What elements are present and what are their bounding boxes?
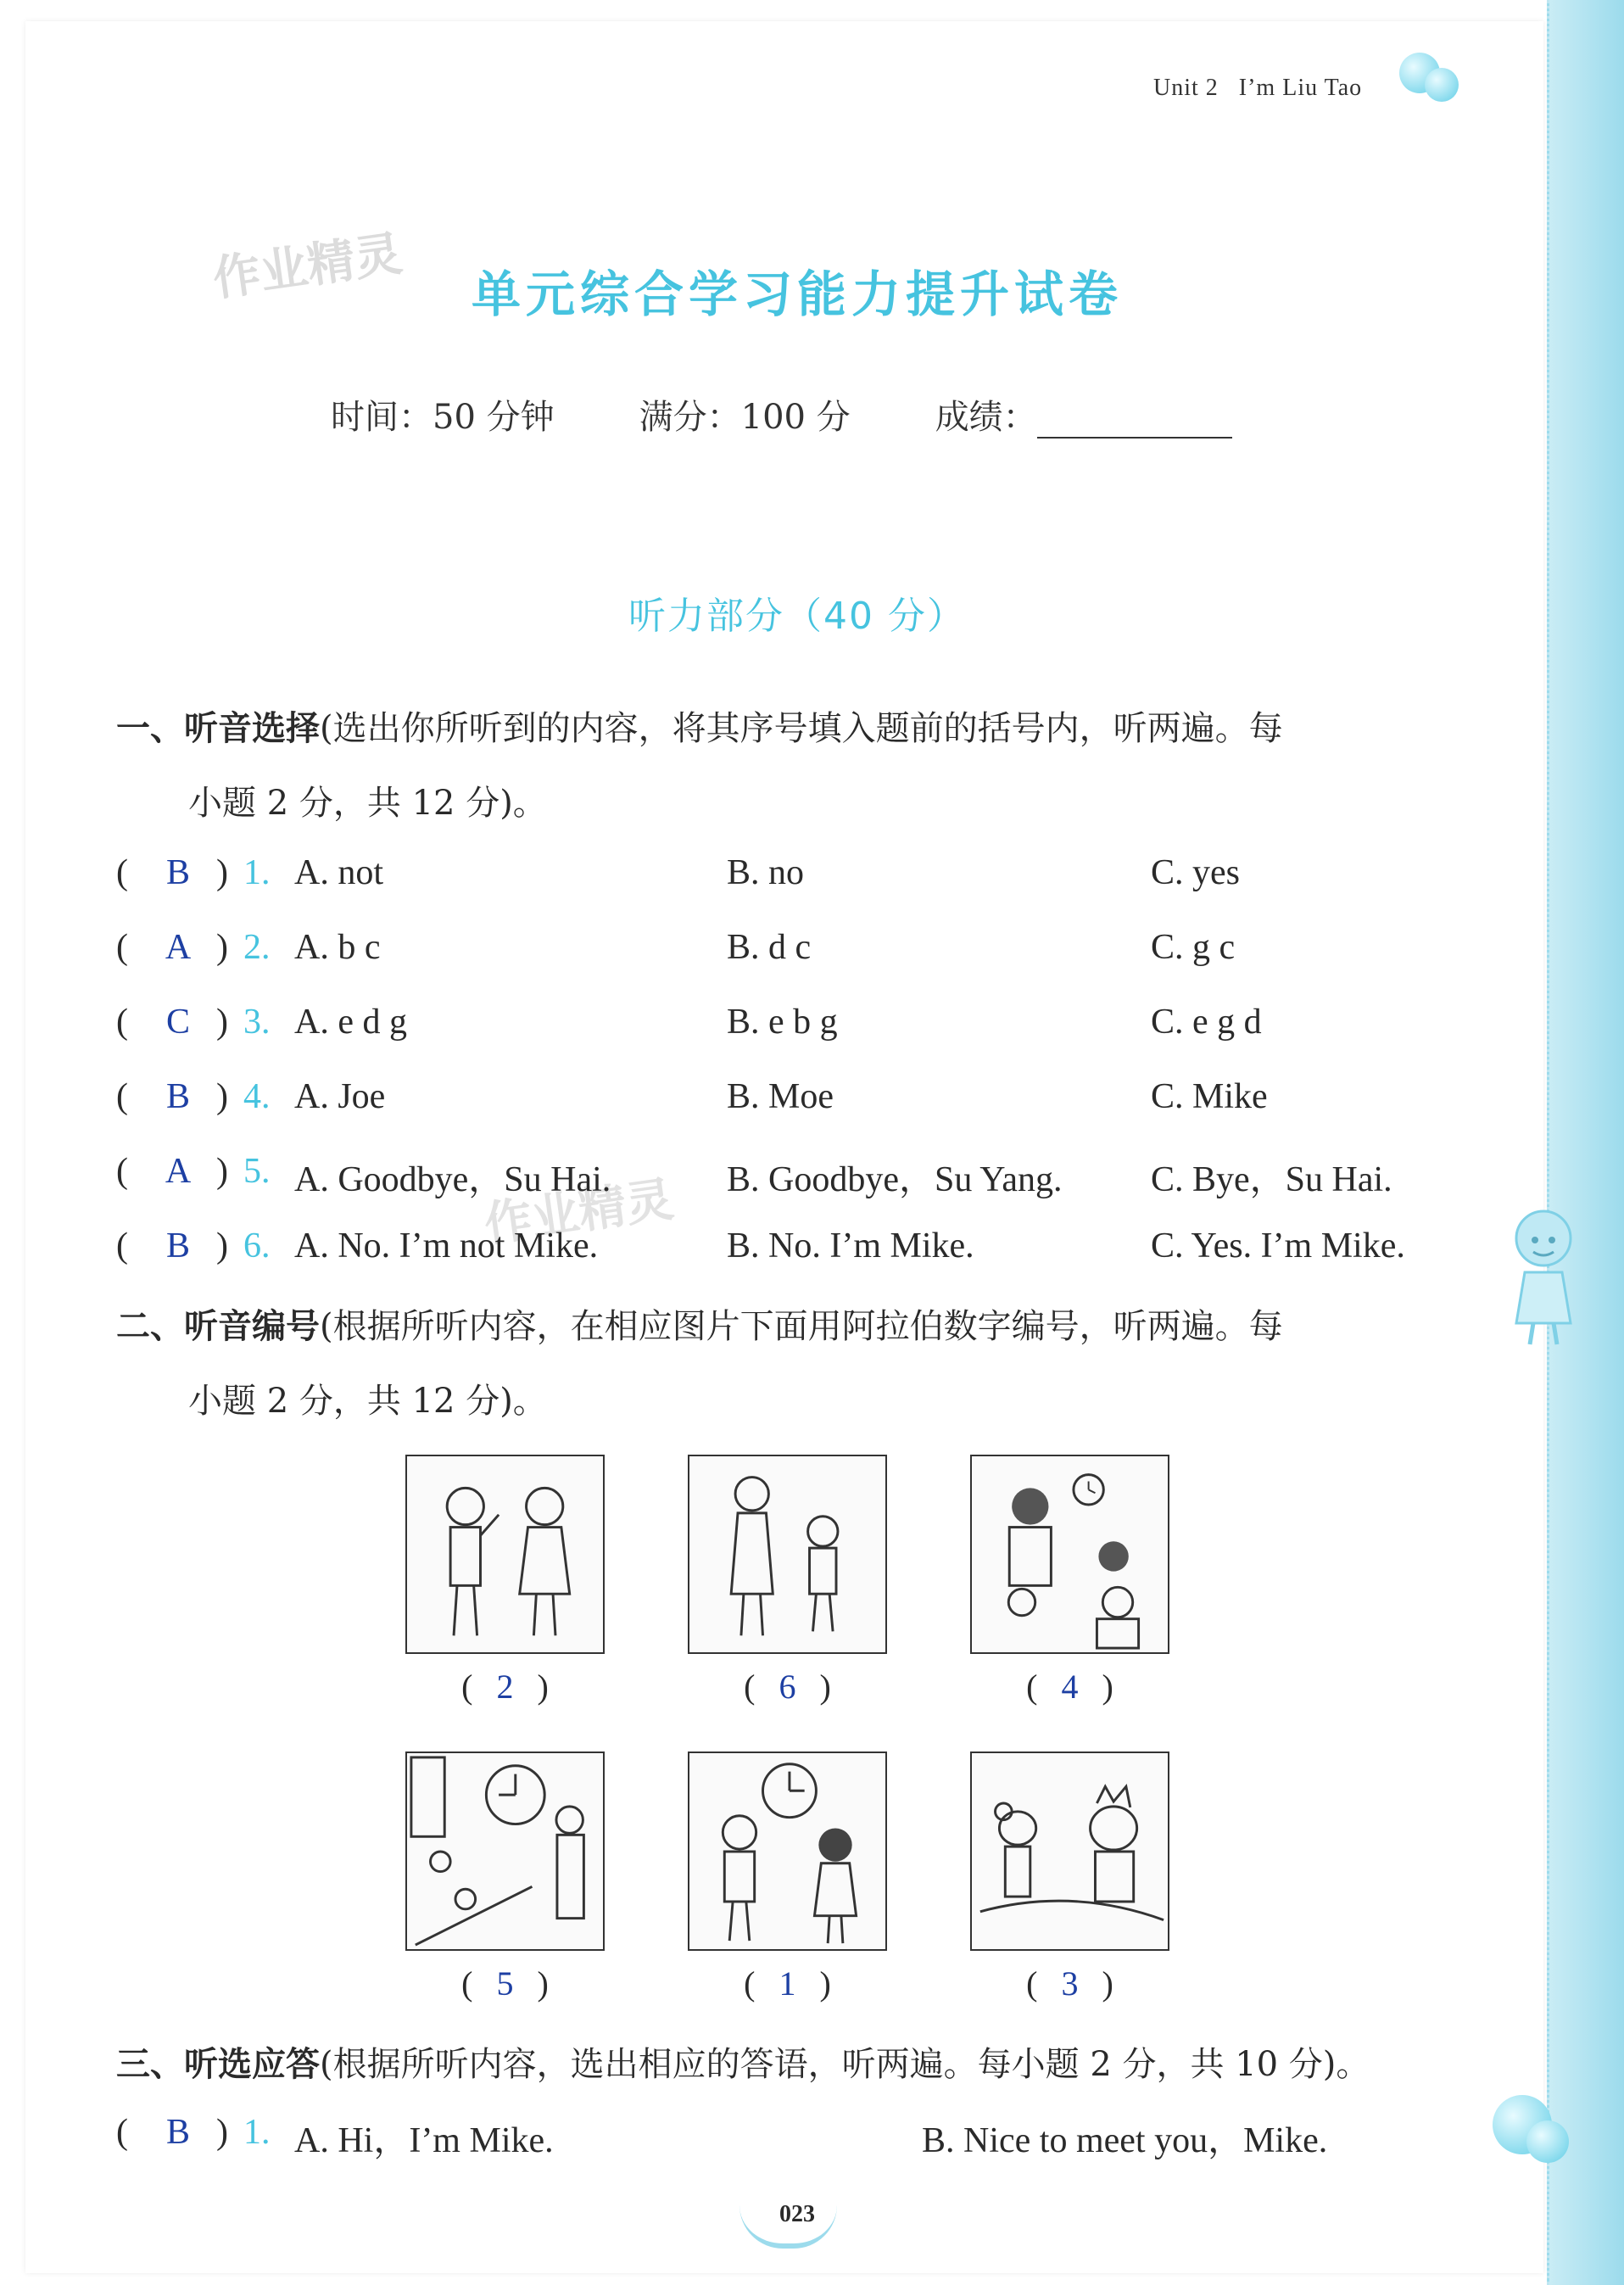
question-number: 3.: [243, 1003, 271, 1042]
picture-answer: ( 3 ): [1026, 1964, 1113, 2003]
option-b: B. e b g: [727, 1003, 838, 1042]
option-b: B. Goodbye，Su Yang.: [727, 1160, 1063, 1199]
option-a: A. not: [294, 853, 383, 892]
option-a: A. No. I’m not Mike.: [294, 1226, 599, 1265]
part2-instruction: (根据所听内容，在相应图片下面用阿拉伯数字编号，听两遍。每: [320, 1307, 1283, 1346]
part1-title: 一、听音选择: [116, 709, 320, 748]
list-item: [116, 1226, 1515, 1277]
picture-answer: ( 2 ): [461, 1668, 549, 1706]
answer-bracket: ): [216, 928, 228, 967]
answer-value[interactable]: B: [165, 853, 190, 892]
mouse-and-cat-picture: [970, 1751, 1169, 1951]
picture-answer: ( 6 ): [744, 1668, 831, 1706]
part1-instruction-cont: 小题 2 分，共 12 分)。: [188, 784, 547, 823]
part3-instruction: (根据所听内容，选出相应的答语，听两遍。每小题 2 分，共 10 分)。: [320, 2045, 1370, 2084]
part3-heading: [116, 2027, 1370, 2102]
answer-bracket: ): [216, 1152, 228, 1191]
part2-heading: [116, 1289, 1283, 1439]
exam-meta: [331, 390, 1232, 439]
option-c: C. yes: [1151, 853, 1240, 892]
answer-value[interactable]: A: [165, 928, 192, 967]
option-c: C. Bye，Su Hai.: [1151, 1160, 1392, 1199]
option-a: A. Joe: [294, 1077, 386, 1116]
watermark: 作业精灵: [209, 226, 406, 308]
answer-bracket: ): [216, 1003, 228, 1042]
list-item: [116, 2112, 1515, 2163]
question-number: 5.: [243, 1152, 271, 1191]
option-c: C. Yes. I’m Mike.: [1151, 1226, 1405, 1265]
boy-and-girl-clock-picture: [688, 1751, 887, 1951]
answer-value[interactable]: B: [165, 1077, 190, 1116]
option-a: A. e d g: [294, 1003, 407, 1042]
picture-answer: ( 4 ): [1026, 1668, 1113, 1706]
watermark: 作业精灵: [481, 1171, 678, 1254]
list-item: [116, 852, 1515, 903]
option-a: A. b c: [294, 928, 381, 967]
option-c: C. Mike: [1151, 1077, 1268, 1116]
page-title: 单元综合学习能力提升试卷: [471, 265, 1123, 323]
question-number: 4.: [243, 1077, 271, 1116]
option-c: C. e g d: [1151, 1003, 1262, 1042]
balloon-icon: [1425, 68, 1459, 102]
grade-label: 成绩：: [935, 398, 1037, 437]
grade-field: [935, 390, 1232, 439]
option-b: B. no: [727, 853, 805, 892]
classroom-clock-picture: [405, 1751, 605, 1951]
answer-bracket: (: [116, 2113, 128, 2152]
question-number: 2.: [243, 928, 271, 967]
picture-answer: ( 5 ): [461, 1964, 549, 2003]
answer-bracket: ): [216, 853, 228, 892]
decorative-side-strip: [1547, 0, 1624, 2285]
balloon-icon: [1526, 2120, 1569, 2163]
option-b: B. No. I’m Mike.: [727, 1226, 974, 1265]
answer-bracket: ): [216, 1226, 228, 1265]
part3-title: 三、听选应答: [116, 2045, 320, 2084]
question-number: 6.: [243, 1226, 271, 1265]
section-title: 听力部分（40 分）: [628, 595, 966, 638]
option-b: B. Moe: [727, 1077, 834, 1116]
list-item: [116, 927, 1515, 978]
answer-value[interactable]: C: [165, 1003, 190, 1042]
part2-instruction-cont: 小题 2 分，共 12 分)。: [188, 1382, 547, 1421]
question-number: 1.: [243, 2113, 271, 2152]
list-item: [116, 1002, 1515, 1053]
picture-answer-value[interactable]: 6: [779, 1668, 796, 1706]
question-number: 1.: [243, 853, 271, 892]
time-limit: 时间：50 分钟: [331, 398, 555, 437]
part2-title: 二、听音编号: [116, 1307, 320, 1346]
answer-bracket: (: [116, 928, 128, 967]
picture-answer-value[interactable]: 1: [779, 1964, 796, 2003]
unit-label: Unit 2: [1153, 75, 1219, 101]
answer-bracket: ): [216, 1077, 228, 1116]
teacher-and-children-picture: [970, 1455, 1169, 1654]
picture-answer: ( 1 ): [744, 1964, 831, 2003]
option-b: B. Nice to meet you，Mike.: [922, 2121, 1328, 2160]
answer-bracket: (: [116, 1226, 128, 1265]
option-c: C. g c: [1151, 928, 1236, 967]
answer-value[interactable]: B: [165, 1226, 190, 1265]
answer-bracket: (: [116, 1077, 128, 1116]
part1-heading: [116, 691, 1283, 841]
woman-and-boy-picture: [688, 1455, 887, 1654]
answer-value[interactable]: B: [165, 2113, 190, 2152]
page-number: 023: [779, 2201, 815, 2227]
option-a: A. Hi，I’m Mike.: [294, 2121, 554, 2160]
two-girls-greeting-picture: [405, 1455, 605, 1654]
answer-value[interactable]: A: [165, 1152, 192, 1191]
grade-blank[interactable]: [1037, 405, 1232, 439]
page-header: [1153, 75, 1362, 102]
answer-bracket: (: [116, 1003, 128, 1042]
picture-answer-value[interactable]: 3: [1061, 1964, 1079, 2003]
picture-answer-value[interactable]: 2: [496, 1668, 514, 1706]
full-score: 满分：100 分: [639, 398, 851, 437]
option-b: B. d c: [727, 928, 812, 967]
answer-bracket: (: [116, 1152, 128, 1191]
list-item: [116, 1151, 1515, 1202]
lesson-label: I’m Liu Tao: [1238, 75, 1363, 101]
picture-answer-value[interactable]: 4: [1061, 1668, 1079, 1706]
list-item: [116, 1076, 1515, 1127]
answer-bracket: ): [216, 2113, 228, 2152]
part1-instruction: (选出你所听到的内容，将其序号填入题前的括号内，听两遍。每: [320, 709, 1283, 748]
picture-answer-value[interactable]: 5: [496, 1964, 514, 2003]
option-a: A. Goodbye，Su Hai.: [294, 1160, 611, 1199]
cartoon-girl-icon: [1501, 1204, 1586, 1349]
answer-bracket: (: [116, 853, 128, 892]
